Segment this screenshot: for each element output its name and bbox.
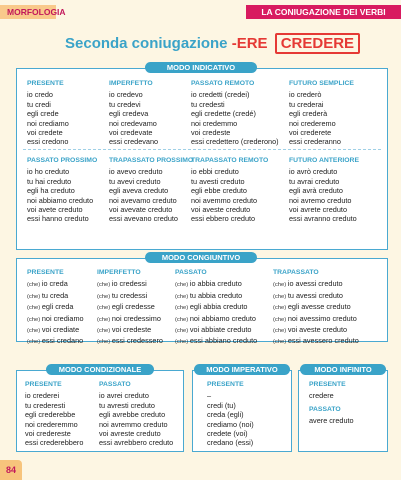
conjugation-form: avere creduto bbox=[309, 416, 354, 426]
conjugation-line bbox=[27, 137, 69, 146]
conjugation-form: io avessi creduto bbox=[287, 279, 343, 289]
conjugation-form: io abbia creduto bbox=[189, 279, 242, 289]
ind-passato-remoto bbox=[191, 79, 279, 147]
conjugation-form: noi abbiamo creduto bbox=[189, 313, 256, 323]
conjugation-line bbox=[109, 119, 158, 128]
conjugation-form: tu credessi bbox=[111, 290, 148, 300]
conjugation-form: voi avevate creduto bbox=[109, 205, 173, 215]
conjugation-form: essi avranno creduto bbox=[289, 214, 357, 224]
conjugation-form: tu creda bbox=[41, 290, 69, 300]
conjugation-form: credete (voi) bbox=[207, 429, 248, 439]
conjugation-form: io avrò creduto bbox=[289, 167, 338, 177]
che-prefix: (che) bbox=[273, 328, 288, 335]
conjugation-line bbox=[109, 205, 193, 214]
cong-imperfetto bbox=[97, 268, 163, 348]
conjugation-form: egli crederà bbox=[289, 109, 328, 119]
conjugation-form: voi credevate bbox=[109, 128, 153, 138]
conjugation-line bbox=[27, 196, 97, 205]
conjugation-form: tu crederesti bbox=[25, 400, 66, 410]
conjugation-form: essi credettero (crederono) bbox=[191, 137, 279, 147]
conjugation-form: voi avete creduto bbox=[27, 205, 83, 215]
conjugation-form: noi avemmo creduto bbox=[191, 195, 258, 205]
conjugation-line bbox=[191, 109, 279, 118]
conjugation-line bbox=[99, 391, 173, 400]
conjugation-form: tu hai creduto bbox=[27, 176, 72, 186]
tense-heading: PASSATO bbox=[175, 269, 207, 276]
imp-presente bbox=[207, 380, 254, 448]
conjugation-form: egli abbia creduto bbox=[189, 302, 248, 312]
che-prefix: (che) bbox=[27, 293, 42, 300]
conjugation-line bbox=[27, 186, 97, 195]
conjugation-line bbox=[109, 109, 158, 118]
che-prefix: (che) bbox=[273, 316, 288, 323]
conjugation-line bbox=[25, 429, 83, 438]
conjugation-line bbox=[175, 314, 257, 325]
conjugation-line bbox=[289, 186, 359, 195]
conjugation-form: essi crederanno bbox=[289, 137, 341, 147]
conjugation-line bbox=[27, 128, 69, 137]
tense-heading: PASSATO PROSSIMO bbox=[27, 157, 98, 164]
conjugation-form: noi avevamo creduto bbox=[109, 195, 177, 205]
tense-heading: PRESENTE bbox=[309, 381, 346, 388]
section-tag-morfologia: MORFOLOGIA bbox=[0, 5, 56, 19]
conjugation-form: tu credesti bbox=[191, 99, 225, 109]
conjugation-line bbox=[27, 109, 69, 118]
conjugation-line bbox=[289, 128, 354, 137]
conjugation-line bbox=[109, 128, 158, 137]
divider bbox=[23, 149, 381, 150]
conjugation-form: essi crederebbero bbox=[25, 438, 84, 448]
conjugation-line bbox=[289, 177, 359, 186]
conjugation-line bbox=[99, 438, 173, 447]
conjugation-line bbox=[27, 302, 84, 313]
conjugation-form: io ho creduto bbox=[27, 167, 70, 177]
conjugation-form: voi crediate bbox=[41, 325, 80, 335]
conjugation-form: voi avreste creduto bbox=[99, 429, 161, 439]
conjugation-form: voi aveste creduto bbox=[287, 325, 348, 335]
conjugation-line bbox=[191, 177, 268, 186]
conjugation-line bbox=[289, 137, 354, 146]
conjugation-form: essi credono bbox=[27, 137, 69, 147]
conjugation-line bbox=[289, 214, 359, 223]
conjugation-line bbox=[273, 314, 359, 325]
che-prefix: (che) bbox=[175, 305, 190, 312]
ind-trapassato-prossimo bbox=[109, 156, 193, 224]
conjugation-form: noi abbiamo creduto bbox=[27, 195, 94, 205]
conjugation-line bbox=[175, 291, 257, 302]
che-prefix: (che) bbox=[273, 282, 288, 289]
conjugation-form: voi credereste bbox=[25, 429, 71, 439]
conjugation-line bbox=[99, 401, 173, 410]
conjugation-form: creda (egli) bbox=[207, 410, 244, 420]
indicativo-box bbox=[16, 68, 388, 250]
conjugation-line bbox=[207, 401, 254, 410]
conjugation-form: egli crede bbox=[27, 109, 59, 119]
che-prefix: (che) bbox=[97, 316, 112, 323]
conjugation-form: tu avevi creduto bbox=[109, 176, 161, 186]
conjugation-line bbox=[97, 279, 163, 290]
conjugation-line bbox=[191, 186, 268, 195]
conjugation-line bbox=[109, 100, 158, 109]
tense-heading: TRAPASSATO PROSSIMO bbox=[109, 157, 194, 164]
conjugation-line bbox=[273, 325, 359, 336]
condizionale-box bbox=[16, 370, 184, 452]
page-number: 84 bbox=[0, 460, 22, 480]
che-prefix: (che) bbox=[273, 305, 288, 312]
conjugation-form: io creda bbox=[41, 279, 68, 289]
conjugation-form: essi credano bbox=[41, 336, 84, 346]
conjugation-line bbox=[191, 214, 268, 223]
conjugation-line bbox=[109, 137, 158, 146]
cond-passato bbox=[99, 380, 173, 448]
conjugation-form: essi abbiano creduto bbox=[189, 336, 258, 346]
conjugation-line bbox=[289, 119, 354, 128]
conjugation-form: io ebbi creduto bbox=[191, 167, 239, 177]
cong-trapassato bbox=[273, 268, 359, 348]
conjugation-form: – bbox=[207, 391, 212, 401]
conjugation-line bbox=[289, 109, 354, 118]
conjugation-form: voi credeste bbox=[191, 128, 231, 138]
conjugation-line bbox=[109, 214, 193, 223]
conjugation-form: egli credeva bbox=[109, 109, 149, 119]
indicativo-header: MODO INDICATIVO bbox=[145, 62, 257, 73]
conjugation-form: essi hanno creduto bbox=[27, 214, 89, 224]
conjugation-form: egli creda bbox=[41, 302, 74, 312]
conjugation-form: noi credemmo bbox=[191, 118, 238, 128]
conjugation-form: credere bbox=[309, 391, 334, 401]
conjugation-form: tu avessi creduto bbox=[287, 290, 343, 300]
conjugation-line bbox=[273, 291, 359, 302]
conjugation-form: essi avrebbero creduto bbox=[99, 438, 174, 448]
conjugation-line bbox=[99, 420, 173, 429]
inf-passato bbox=[309, 405, 354, 426]
conjugation-form: io crederò bbox=[289, 90, 322, 100]
conjugation-form: egli aveva creduto bbox=[109, 186, 169, 196]
conjugation-line bbox=[191, 205, 268, 214]
conjugation-line bbox=[175, 302, 257, 313]
conjugation-line bbox=[289, 196, 359, 205]
che-prefix: (che) bbox=[27, 316, 42, 323]
conjugation-line bbox=[27, 205, 97, 214]
ind-imperfetto bbox=[109, 79, 158, 147]
tense-heading: FUTURO ANTERIORE bbox=[289, 157, 359, 164]
tense-heading: PASSATO bbox=[99, 381, 131, 388]
title-ending: -ERE bbox=[231, 35, 268, 52]
conjugation-line bbox=[97, 291, 163, 302]
conjugation-line bbox=[273, 279, 359, 290]
conjugation-form: tu crederai bbox=[289, 99, 324, 109]
conjugation-line bbox=[25, 438, 83, 447]
conjugation-line bbox=[27, 100, 69, 109]
che-prefix: (che) bbox=[27, 305, 42, 312]
conjugation-form: io avevo creduto bbox=[109, 167, 163, 177]
conjugation-form: voi credeste bbox=[111, 325, 152, 335]
conjugation-line bbox=[97, 336, 163, 347]
conjugation-form: essi credessero bbox=[111, 336, 163, 346]
conjugation-form: egli ha creduto bbox=[27, 186, 75, 196]
ind-passato-prossimo bbox=[27, 156, 97, 224]
conjugation-form: credano (essi) bbox=[207, 438, 254, 448]
conjugation-form: voi credete bbox=[27, 128, 63, 138]
conjugation-form: tu avresti creduto bbox=[99, 400, 155, 410]
conjugation-line bbox=[27, 90, 69, 99]
conjugation-form: tu abbia creduto bbox=[189, 290, 243, 300]
conjugation-line bbox=[175, 336, 257, 347]
che-prefix: (che) bbox=[97, 305, 112, 312]
conjugation-line bbox=[191, 196, 268, 205]
conjugation-line bbox=[27, 291, 84, 302]
conjugation-form: egli avrà creduto bbox=[289, 186, 343, 196]
cond-presente bbox=[25, 380, 83, 448]
conjugation-line bbox=[175, 279, 257, 290]
conjugation-line bbox=[207, 410, 254, 419]
section-tag-coniugazione: LA CONIUGAZIONE DEI VERBI bbox=[246, 5, 401, 19]
tense-heading: TRAPASSATO REMOTO bbox=[191, 157, 269, 164]
conjugation-form: noi avremo creduto bbox=[289, 195, 352, 205]
condizionale-header: MODO CONDIZIONALE bbox=[46, 364, 154, 375]
ind-presente bbox=[27, 79, 69, 147]
che-prefix: (che) bbox=[97, 293, 112, 300]
conjugation-line bbox=[191, 137, 279, 146]
conjugation-line bbox=[289, 100, 354, 109]
conjugation-line bbox=[289, 90, 354, 99]
conjugation-line bbox=[99, 410, 173, 419]
che-prefix: (che) bbox=[175, 282, 190, 289]
conjugation-form: tu credevi bbox=[109, 99, 141, 109]
conjugation-line bbox=[191, 167, 268, 176]
conjugation-form: noi credessimo bbox=[111, 313, 161, 323]
conjugation-form: io avrei creduto bbox=[99, 391, 149, 401]
conjugation-line bbox=[25, 391, 83, 400]
conjugation-line bbox=[109, 177, 193, 186]
conjugation-form: noi crediamo bbox=[41, 313, 84, 323]
conjugation-form: essi avessero creduto bbox=[287, 336, 359, 346]
congiuntivo-box bbox=[16, 258, 388, 346]
ind-futuro-anteriore bbox=[289, 156, 359, 224]
congiuntivo-header: MODO CONGIUNTIVO bbox=[145, 252, 257, 263]
conjugation-line bbox=[109, 167, 193, 176]
conjugation-line bbox=[309, 416, 354, 425]
tense-heading: FUTURO SEMPLICE bbox=[289, 80, 354, 87]
conjugation-line bbox=[175, 325, 257, 336]
conjugation-form: noi credevamo bbox=[109, 118, 157, 128]
conjugation-form: io crederei bbox=[25, 391, 60, 401]
conjugation-form: noi crederemo bbox=[289, 118, 336, 128]
conjugation-line bbox=[27, 314, 84, 325]
conjugation-form: voi abbiate creduto bbox=[189, 325, 252, 335]
che-prefix: (che) bbox=[27, 339, 42, 346]
title-verb: CREDERE bbox=[275, 33, 360, 54]
tense-heading: PRESENTE bbox=[27, 269, 64, 276]
conjugation-line bbox=[97, 302, 163, 313]
conjugation-line bbox=[25, 401, 83, 410]
conjugation-form: tu avesti creduto bbox=[191, 176, 245, 186]
conjugation-line bbox=[27, 325, 84, 336]
conjugation-line bbox=[207, 429, 254, 438]
conjugation-line bbox=[109, 186, 193, 195]
conjugation-form: egli crederebbe bbox=[25, 410, 76, 420]
conjugation-form: io credo bbox=[27, 90, 53, 100]
conjugation-form: io credessi bbox=[111, 279, 147, 289]
conjugation-form: io credetti (credei) bbox=[191, 90, 250, 100]
che-prefix: (che) bbox=[97, 282, 112, 289]
conjugation-line bbox=[207, 391, 254, 400]
tense-heading: PASSATO REMOTO bbox=[191, 80, 255, 87]
tense-heading: IMPERFETTO bbox=[97, 269, 141, 276]
conjugation-form: voi avrete creduto bbox=[289, 205, 348, 215]
conjugation-line bbox=[27, 119, 69, 128]
conjugation-line bbox=[273, 302, 359, 313]
conjugation-line bbox=[207, 420, 254, 429]
conjugation-line bbox=[309, 391, 346, 400]
infinito-box bbox=[298, 370, 388, 452]
conjugation-form: credi (tu) bbox=[207, 400, 236, 410]
conjugation-form: noi crediamo bbox=[27, 118, 69, 128]
conjugation-line bbox=[27, 279, 84, 290]
ind-futuro-semplice bbox=[289, 79, 354, 147]
conjugation-line bbox=[99, 429, 173, 438]
conjugation-line bbox=[191, 100, 279, 109]
conjugation-form: tu credi bbox=[27, 99, 51, 109]
che-prefix: (che) bbox=[175, 339, 190, 346]
title-prefix: Seconda coniugazione bbox=[65, 35, 228, 52]
conjugation-form: io credevo bbox=[109, 90, 143, 100]
conjugation-line bbox=[191, 128, 279, 137]
conjugation-form: noi avessimo creduto bbox=[287, 313, 357, 323]
conjugation-form: noi avremmo creduto bbox=[99, 419, 168, 429]
inf-presente bbox=[309, 380, 346, 401]
conjugation-line bbox=[97, 325, 163, 336]
tense-heading: TRAPASSATO bbox=[273, 269, 319, 276]
infinito-header: MODO INFINITO bbox=[300, 364, 386, 375]
tense-heading: PRESENTE bbox=[207, 381, 244, 388]
che-prefix: (che) bbox=[97, 339, 112, 346]
conjugation-form: crediamo (noi) bbox=[207, 419, 254, 429]
che-prefix: (che) bbox=[27, 282, 42, 289]
conjugation-form: egli avesse creduto bbox=[287, 302, 351, 312]
cong-passato bbox=[175, 268, 257, 348]
ind-trapassato-remoto bbox=[191, 156, 268, 224]
conjugation-line bbox=[273, 336, 359, 347]
tense-heading: IMPERFETTO bbox=[109, 80, 153, 87]
conjugation-line bbox=[27, 336, 84, 347]
conjugation-form: voi crederete bbox=[289, 128, 332, 138]
conjugation-line bbox=[191, 90, 279, 99]
imperativo-box bbox=[192, 370, 292, 452]
conjugation-form: voi aveste creduto bbox=[191, 205, 251, 215]
conjugation-form: tu avrai creduto bbox=[289, 176, 340, 186]
conjugation-form: noi crederemmo bbox=[25, 419, 78, 429]
conjugation-line bbox=[25, 420, 83, 429]
conjugation-form: essi ebbero creduto bbox=[191, 214, 256, 224]
conjugation-line bbox=[109, 90, 158, 99]
conjugation-line bbox=[289, 167, 359, 176]
che-prefix: (che) bbox=[175, 293, 190, 300]
conjugation-line bbox=[27, 167, 97, 176]
tense-heading: PASSATO bbox=[309, 406, 341, 413]
conjugation-line bbox=[289, 205, 359, 214]
imperativo-header: MODO IMPERATIVO bbox=[194, 364, 290, 375]
conjugation-form: essi avevano creduto bbox=[109, 214, 178, 224]
che-prefix: (che) bbox=[175, 328, 190, 335]
che-prefix: (che) bbox=[273, 339, 288, 346]
che-prefix: (che) bbox=[175, 316, 190, 323]
conjugation-line bbox=[191, 119, 279, 128]
che-prefix: (che) bbox=[97, 328, 112, 335]
conjugation-form: essi credevano bbox=[109, 137, 159, 147]
conjugation-line bbox=[207, 438, 254, 447]
conjugation-line bbox=[109, 196, 193, 205]
conjugation-form: egli credesse bbox=[111, 302, 155, 312]
che-prefix: (che) bbox=[27, 328, 42, 335]
conjugation-form: egli credette (credé) bbox=[191, 109, 256, 119]
cong-presente bbox=[27, 268, 84, 348]
conjugation-line bbox=[27, 214, 97, 223]
conjugation-line bbox=[97, 314, 163, 325]
page-title bbox=[65, 35, 360, 52]
conjugation-form: egli ebbe creduto bbox=[191, 186, 247, 196]
conjugation-form: egli avrebbe creduto bbox=[99, 410, 166, 420]
tense-heading: PRESENTE bbox=[27, 80, 64, 87]
conjugation-line bbox=[25, 410, 83, 419]
conjugation-line bbox=[27, 177, 97, 186]
tense-heading: PRESENTE bbox=[25, 381, 62, 388]
che-prefix: (che) bbox=[273, 293, 288, 300]
